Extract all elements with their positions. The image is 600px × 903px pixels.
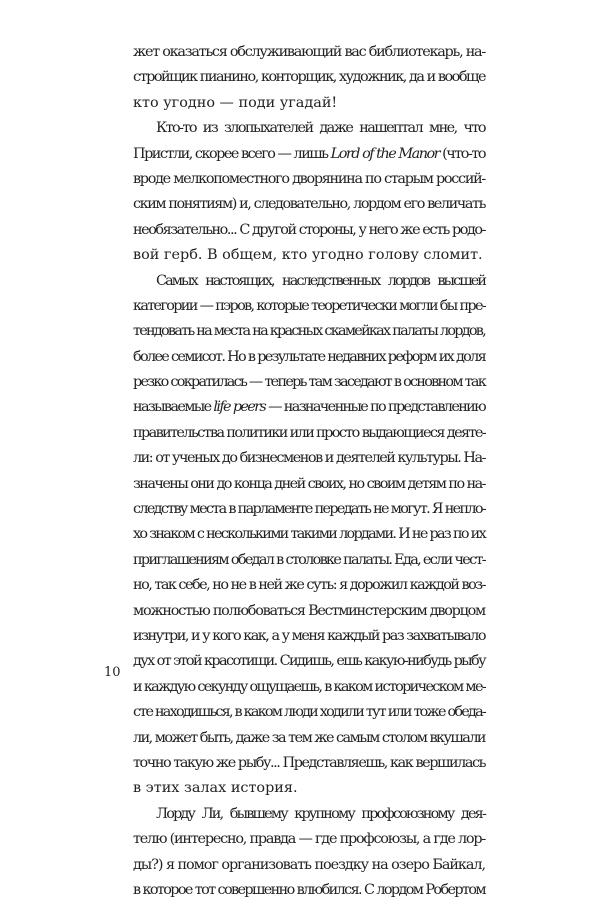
text-line: следству места в парламенте передать не могут. Я непло- xyxy=(133,501,485,518)
text-line: в этих залах история. xyxy=(133,780,298,797)
body-text xyxy=(133,40,485,903)
text-line: жет оказаться обслуживающий вас библиотекарь, на- xyxy=(133,44,485,60)
text-line: хо знаком с несколькими такими лордами. И не раз по их xyxy=(133,526,485,543)
text-line: в которое тот совершенно влюбился. С лордом Робертом xyxy=(133,881,485,898)
text-line: вой герб. В общем, кто угодно голову сломит. xyxy=(133,247,483,264)
page-number: 10 xyxy=(104,665,121,680)
text-line: кто угодно — поди угадай! xyxy=(133,94,338,111)
text-line: категории — пэров, которые теоретически могли бы пре- xyxy=(133,297,485,314)
text-line: телю (интересно, правда — где профсоюзы, а где лор- xyxy=(133,831,485,848)
text-line: сте находишься, в каком люди ходили тут или тоже обеда- xyxy=(133,704,486,721)
text-line: необязательно... С другой стороны, у него же есть родо- xyxy=(133,221,485,238)
text-line: Пристли, скорее всего — лишь Lord of the Manor (что-то xyxy=(133,145,486,162)
text-line: точно такую же рыбу... Представляешь, как вершилась xyxy=(133,754,485,771)
text-line: называемые life peers — назначенные по представлению xyxy=(133,399,485,416)
paragraph-first-line: Кто-то из злопыхателей даже нашептал мне, что xyxy=(156,120,485,137)
text-line: и каждую секунду ощущаешь, в каком историческом ме- xyxy=(133,678,485,695)
paragraph-first-line: Лорду Ли, бывшему крупному профсоюзному дея- xyxy=(156,805,485,822)
text-line: тендовать на места на красных скамейках палаты лордов, xyxy=(133,323,485,340)
paragraph-first-line: Самых настоящих, наследственных лордов высшей xyxy=(156,272,485,289)
text-line: более семисот. Но в результате недавних реформ их доля xyxy=(133,348,485,365)
text-line: изнутри, и у кого как, а у меня каждый раз захватывало xyxy=(133,627,485,644)
text-line: значены они до конца дней своих, но своим детям по на- xyxy=(133,475,485,492)
text-line: резко сократилась — теперь там заседают в основном так xyxy=(133,374,485,391)
text-line: дух от этой красотищи. Сидишь, ешь какую-нибудь рыбу xyxy=(133,653,485,670)
text-line: но, так себе, но не в ней же суть: я дорожил каждой воз- xyxy=(133,577,485,594)
text-line: приглашениям обедал в столовке палаты. Еда, если чест- xyxy=(133,551,485,568)
text-line: ли: от ученых до бизнесменов и деятелей культуры. На- xyxy=(133,450,485,467)
text-line: правительства политики или просто выдающиеся деяте- xyxy=(133,424,485,441)
text-line: вроде мелкопоместного дворянина по старым россий- xyxy=(133,170,485,187)
text-line: ды?) я помог организовать поездку на озеро Байкал, xyxy=(133,856,485,873)
text-line: ли, может быть, даже за тем же самым столом вкушали xyxy=(133,729,485,746)
text-line: ским понятиям) и, следовательно, лордом его величать xyxy=(133,196,485,213)
text-line: стройщик пианино, конторщик, художник, да и вообще xyxy=(133,69,485,86)
text-line: можностью полюбоваться Вестминстерским дворцом xyxy=(133,602,485,619)
